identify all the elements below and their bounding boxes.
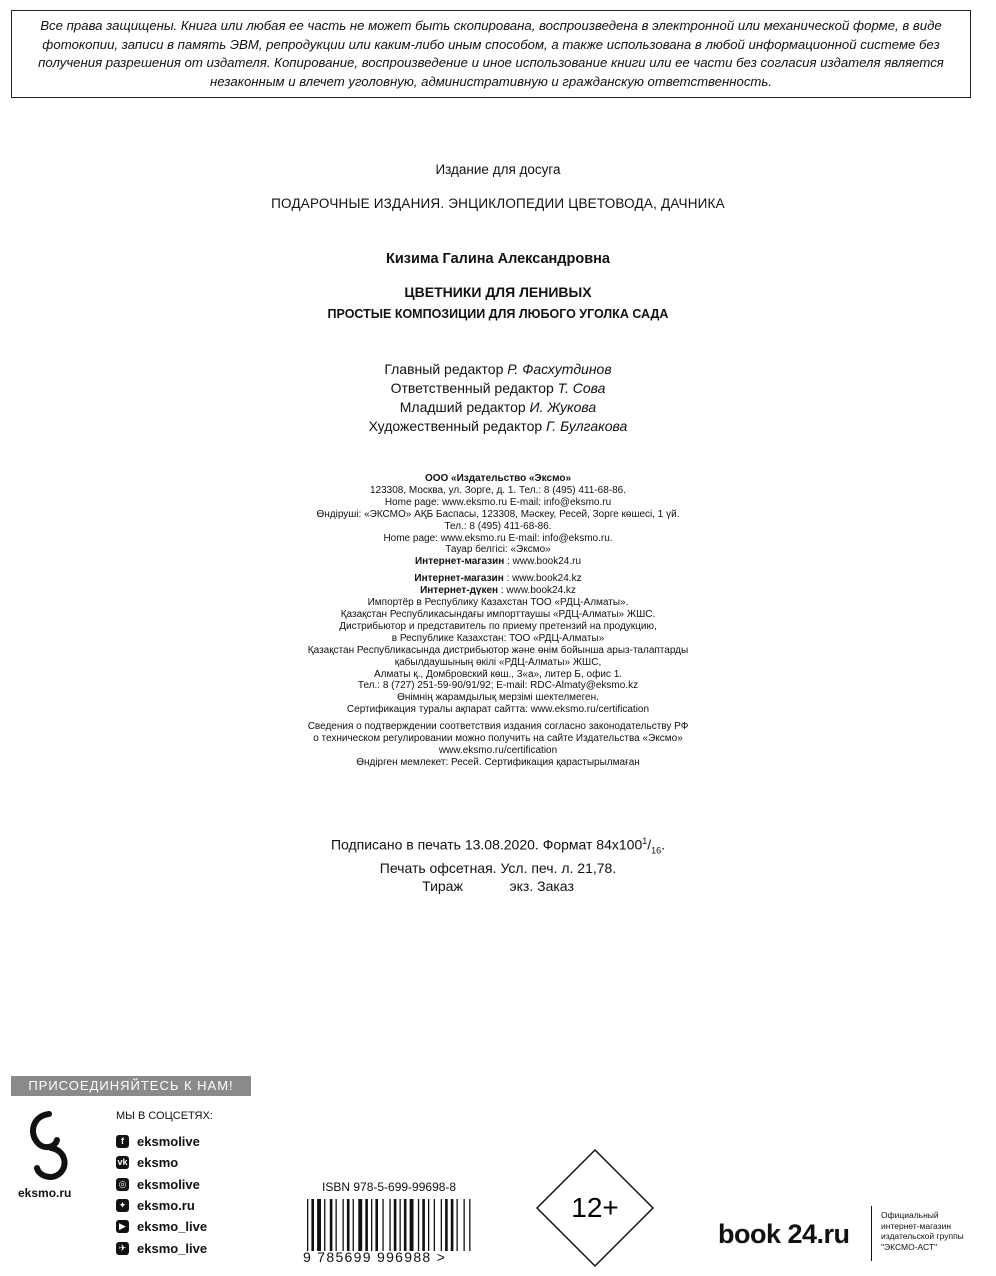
barcode-digits: 9 785699 996988 > bbox=[303, 1249, 447, 1265]
imprint-line: www.eksmo.ru/certification bbox=[438, 744, 558, 756]
social-item[interactable]: ✦ eksmo.ru bbox=[116, 1195, 207, 1216]
imprint-line: Дистрибьютор и представитель по приему претензий на продукцию, bbox=[339, 620, 657, 632]
book-title: ЦВЕТНИКИ ДЛЯ ЛЕНИВЫХ bbox=[404, 284, 592, 300]
series-name: ПОДАРОЧНЫЕ ИЗДАНИЯ. ЭНЦИКЛОПЕДИИ ЦВЕТОВОДА, ДАЧНИКА bbox=[271, 196, 725, 211]
editor-line: Ответственный редактор Т. Сова bbox=[390, 380, 606, 396]
facebook-icon: f bbox=[116, 1135, 129, 1148]
imprint-line: Өнімнің жарамдылық мерзімі шектелмеген. bbox=[397, 692, 599, 704]
imprint-line: Өндірген мемлекет: Ресей. Сертификация қарастырылмаған bbox=[356, 756, 640, 768]
ok-icon: ✦ bbox=[116, 1199, 129, 1212]
imprint-line: Тауар белгісі: «Эксмо» bbox=[445, 544, 551, 556]
isbn-text: ISBN 978-5-699-99698-8 bbox=[322, 1180, 457, 1194]
editor-line: Художественный редактор Г. Булгакова bbox=[368, 418, 628, 434]
imprint-line: Интернет-дүкен : www.book24.kz bbox=[420, 585, 576, 597]
age-rating-badge bbox=[535, 1148, 655, 1268]
copyright-notice: Все права защищены. Книга или любая ее часть не может быть скопирована, воспроизведена в электронной или механической форме, в виде фотокопии, записи в память ЭВМ, репродукции или каким-либо иным способом, а также использована в любой информационной системе без получения разрешения от издателя. Копирование, воспроизведение и иное использование книги или ее части без согласия издателя является незаконным и влечет уголовную, административную и гражданскую ответственность. bbox=[11, 10, 971, 98]
book24-logo: book 24.ru bbox=[718, 1219, 850, 1249]
imprint-line: 123308, Москва, ул. Зорге, д. 1. Тел.: 8 (495) 411-68-86. bbox=[369, 484, 627, 496]
edition-type: Издание для досуга bbox=[435, 162, 561, 177]
print-info bbox=[0, 832, 996, 895]
imprint-line: Импортёр в Республику Казахстан ТОО «РДЦ-Алматы». bbox=[367, 597, 629, 609]
social-title: МЫ В СОЦСЕТЯХ: bbox=[116, 1110, 213, 1122]
join-banner: ПРИСОЕДИНЯЙТЕСЬ К НАМ! bbox=[11, 1076, 251, 1096]
imprint-line: Интернет-магазин : www.book24.kz bbox=[414, 573, 582, 585]
imprint-line: Қазақстан Республикасындағы импорттаушы «РДЦ-Алматы» ЖШС. bbox=[340, 608, 656, 620]
social-item[interactable]: ◎ eksmolive bbox=[116, 1174, 207, 1195]
imprint-block bbox=[0, 473, 996, 769]
social-list bbox=[116, 1131, 207, 1259]
instagram-icon: ◎ bbox=[116, 1178, 129, 1191]
imprint-line: Тел.: 8 (495) 411-68-86. bbox=[444, 520, 552, 532]
barcode-icon bbox=[303, 1196, 493, 1256]
imprint-line: қабылдаушының өкілі «РДЦ-Алматы» ЖШС, bbox=[394, 656, 602, 668]
imprint-line: Home page: www.eksmo.ru E-mail: info@eksmo.ru bbox=[384, 496, 612, 508]
age-rating-text: 12+ bbox=[571, 1192, 619, 1223]
imprint-line: Сведения о подтверждении соответствия издания согласно законодательству РФ bbox=[307, 721, 689, 733]
imprint-line: о техническом регулировании можно получить на сайте Издательства «Эксмо» bbox=[313, 733, 683, 745]
imprint-line: Тел.: 8 (727) 251-59-90/91/92; E-mail: RDC-Almaty@eksmo.kz bbox=[357, 680, 639, 692]
editor-line: Младший редактор И. Жукова bbox=[399, 399, 597, 415]
imprint-line: Home page: www.eksmo.ru E-mail: info@eksmo.ru. bbox=[383, 532, 613, 544]
youtube-icon: ▶ bbox=[116, 1220, 129, 1233]
divider bbox=[871, 1206, 872, 1261]
imprint-line: Интернет-магазин : www.book24.ru bbox=[414, 556, 582, 568]
social-item[interactable]: ✈ eksmo_live bbox=[116, 1237, 207, 1258]
book-subtitle: ПРОСТЫЕ КОМПОЗИЦИИ ДЛЯ ЛЮБОГО УГОЛКА САДА bbox=[327, 307, 669, 321]
print-line: Печать офсетная. Усл. печ. л. 21,78. bbox=[379, 860, 617, 877]
author-name: Кизима Галина Александровна bbox=[386, 251, 610, 267]
imprint-line: Өндіруші: «ЭКСМО» АҚБ Баспасы, 123308, Мәскеу, Ресей, Зорге көшесі, 1 үй. bbox=[316, 508, 680, 520]
shop-description: Официальный интернет-магазин издательской группы "ЭКСМО-АСТ" bbox=[881, 1210, 964, 1252]
print-line: Тираж экз. Заказ bbox=[422, 878, 574, 895]
social-item[interactable]: f eksmolive bbox=[116, 1131, 207, 1152]
imprint-line: Қазақстан Республикасында дистрибьютор және өнім бойынша арыз-талаптарды bbox=[307, 644, 689, 656]
social-item[interactable]: ▶ eksmo_live bbox=[116, 1216, 207, 1237]
social-item[interactable]: vk eksmo bbox=[117, 1155, 179, 1171]
imprint-line: в Республике Казахстан: ТОО «РДЦ-Алматы» bbox=[391, 632, 605, 644]
logo-text: eksmo.ru bbox=[18, 1186, 72, 1200]
editor-line: Главный редактор Р. Фасхутдинов bbox=[384, 361, 612, 377]
twitter-icon: ✈ bbox=[116, 1242, 129, 1255]
editors-list bbox=[0, 360, 996, 436]
print-line: Подписано в печать 13.08.2020. Формат $84x100^1/_{16}$. bbox=[330, 836, 666, 856]
vk-icon: vk bbox=[117, 1157, 128, 1168]
imprint-line: Алматы қ., Домбровский көш., 3«а», литер Б, офис 1. bbox=[373, 668, 623, 680]
publisher-name: ООО «Издательство «Эксмо» bbox=[424, 473, 572, 484]
eksmo-logo-icon bbox=[25, 1110, 73, 1180]
imprint-line: Сертификация туралы ақпарат сайтта: www.eksmo.ru/certification bbox=[346, 704, 650, 716]
